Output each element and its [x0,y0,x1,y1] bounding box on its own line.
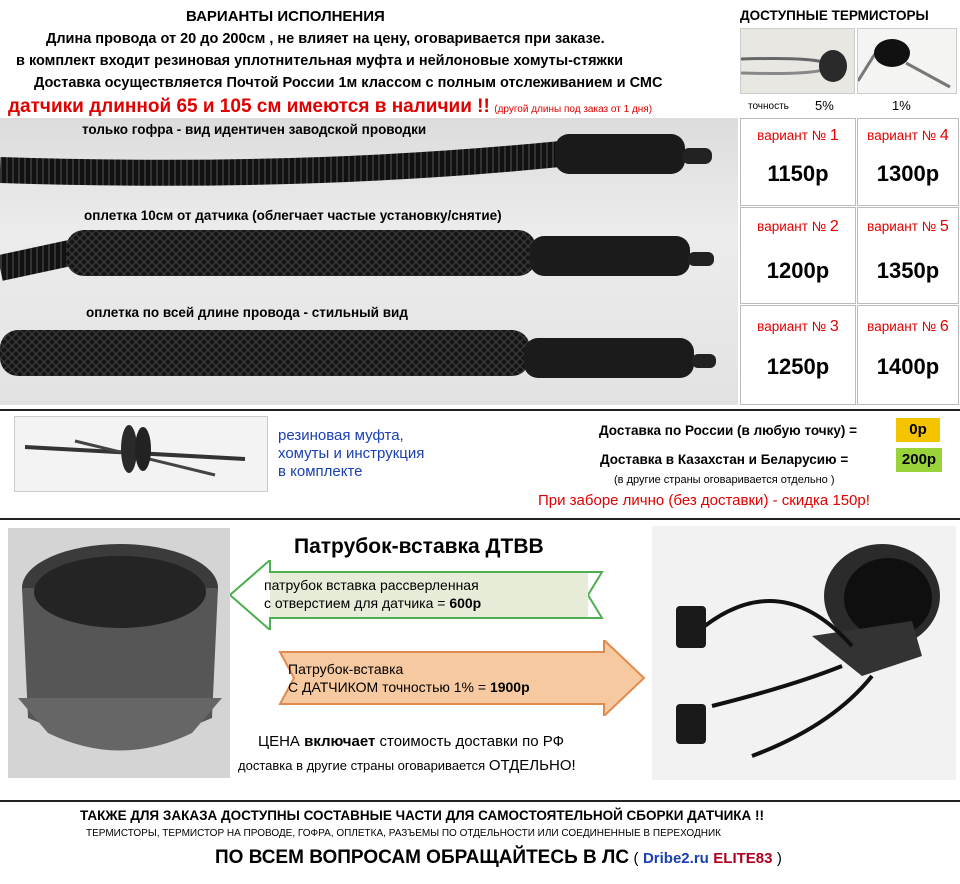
price-cell-5 [857,207,959,304]
cable2-caption: оплетка 10см от датчика (облегчает частые установку/снятие) [84,208,502,223]
arrow2-line2: С ДАТЧИКОМ точностью 1% = 1900р [288,679,530,695]
variant-label-3: вариант № 3 [757,318,839,335]
site-link[interactable]: Dribe2.ru [642,850,709,867]
delivery-russia-price: 0р [896,418,940,442]
cables-photo [0,118,738,405]
arrow1-line1: патрубок вставка рассверленная [264,577,479,593]
delivery-kz-by-price: 200р [896,448,942,472]
variant-label-1: вариант № 1 [757,127,839,144]
price-cell-6 [857,305,959,405]
variant-price-5: 1350р [876,258,940,283]
stock-note: (другой длины под заказ от 1 дня) [494,104,653,115]
divider-1 [0,409,960,411]
delivery-other: (в другие страны оговаривается отдельно ) [614,474,835,486]
arrow2-line1: Патрубок-вставка [288,661,404,677]
divider-2 [0,518,960,520]
variant-price-1: 1150р [767,161,829,186]
header-line1: Длина провода от 20 до 200см , не влияет на цену, оговаривается при заказе. [46,31,605,47]
pipe-arrow-with-sensor [270,640,646,716]
variant-label-2: вариант № 2 [757,218,839,235]
thermistor-photo-5 [740,28,855,94]
footer-line1: ТАКЖЕ ДЛЯ ЗАКАЗА ДОСТУПНЫ СОСТАВНЫЕ ЧАСТИ ДЛЯ САМОСТОЯТЕЛЬНОЙ СБОРКИ ДАТЧИКА !! [80,808,765,823]
thermistors-title: ДОСТУПНЫЕ ТЕРМИСТОРЫ [740,8,929,23]
arrow1-line2: с отверстием для датчика = 600р [264,595,482,611]
pickup-discount: При заборе лично (без доставки) - скидка 150р! [538,492,870,509]
price-note-2: доставка в другие страны оговаривается ОТДЕЛЬНО! [238,757,576,774]
accuracy-1: 1% [892,98,911,113]
divider-3 [0,800,960,802]
price-cell-1 [740,118,856,206]
variant-price-3: 1250р [766,354,830,379]
variant-price-2: 1200р [766,258,830,283]
cable1-caption: только гофра - вид идентичен заводской проводки [82,122,427,137]
pipe-title: Патрубок-вставка ДТВВ [294,535,544,558]
stock-banner [8,96,652,118]
arrow1-price: 600р [449,595,482,611]
header-line2: в комплект входит резиновая уплотнительная муфта и нейлоновые хомуты-стяжки [16,53,624,69]
price-cell-3 [740,305,856,405]
delivery-kz-by: Доставка в Казахстан и Беларусию = [600,452,849,467]
variant-label-6: вариант № 6 [867,318,949,335]
price-cell-2 [740,207,856,304]
kit-line2: хомуты и инструкция [278,445,425,462]
footer-line2: ТЕРМИСТОРЫ, ТЕРМИСТОР НА ПРОВОДЕ, ГОФРА, ОПЛЕТКА, РАЗЪЕМЫ ПО ОТДЕЛЬНОСТИ ИЛИ СОЕДИНЕННЫЕ В ПЕРЕХОДНИК [86,828,721,839]
variant-price-6: 1400р [876,354,940,379]
price-note-1: ЦЕНА включает стоимость доставки по РФ [258,733,565,750]
cable3-caption: оплетка по всей длине провода - стильный вид [86,305,408,320]
variant-price-4: 1300р [876,161,940,186]
delivery-russia: Доставка по России (в любую точку) = [599,423,858,438]
header-title: ВАРИАНТЫ ИСПОЛНЕНИЯ [186,8,385,25]
accuracy-5: 5% [815,98,834,113]
variant-label-4: вариант № 4 [867,127,949,144]
variant-label-5: вариант № 5 [867,218,949,235]
footer-contact: ПО ВСЕМ ВОПРОСАМ ОБРАЩАЙТЕСЬ В ЛС ( Dribe2.ru ELITE83 ) [215,847,782,868]
kit-line1: резиновая муфта, [278,427,404,444]
kit-text [278,427,424,481]
kit-line3: в комплекте [278,463,363,480]
arrow2-price: 1900р [489,679,530,695]
pipe-photo [8,528,230,778]
footer-line3: ПО ВСЕМ ВОПРОСАМ ОБРАЩАЙТЕСЬ В ЛС [215,847,630,868]
stock-main: датчики длинной 65 и 105 см имеются в наличии !! [8,96,490,117]
nickname: ELITE83 [713,850,773,867]
thermistor-photo-1 [857,28,957,94]
price-cell-4 [857,118,959,206]
pipe-arrow-drilled [230,560,604,630]
kit-photo [14,416,268,492]
pipe-sensor-photo [652,526,956,780]
accuracy-label: точность [748,101,789,112]
header-line3: Доставка осуществляется Почтой России 1м классом с полным отслеживанием и СМС [34,75,663,91]
